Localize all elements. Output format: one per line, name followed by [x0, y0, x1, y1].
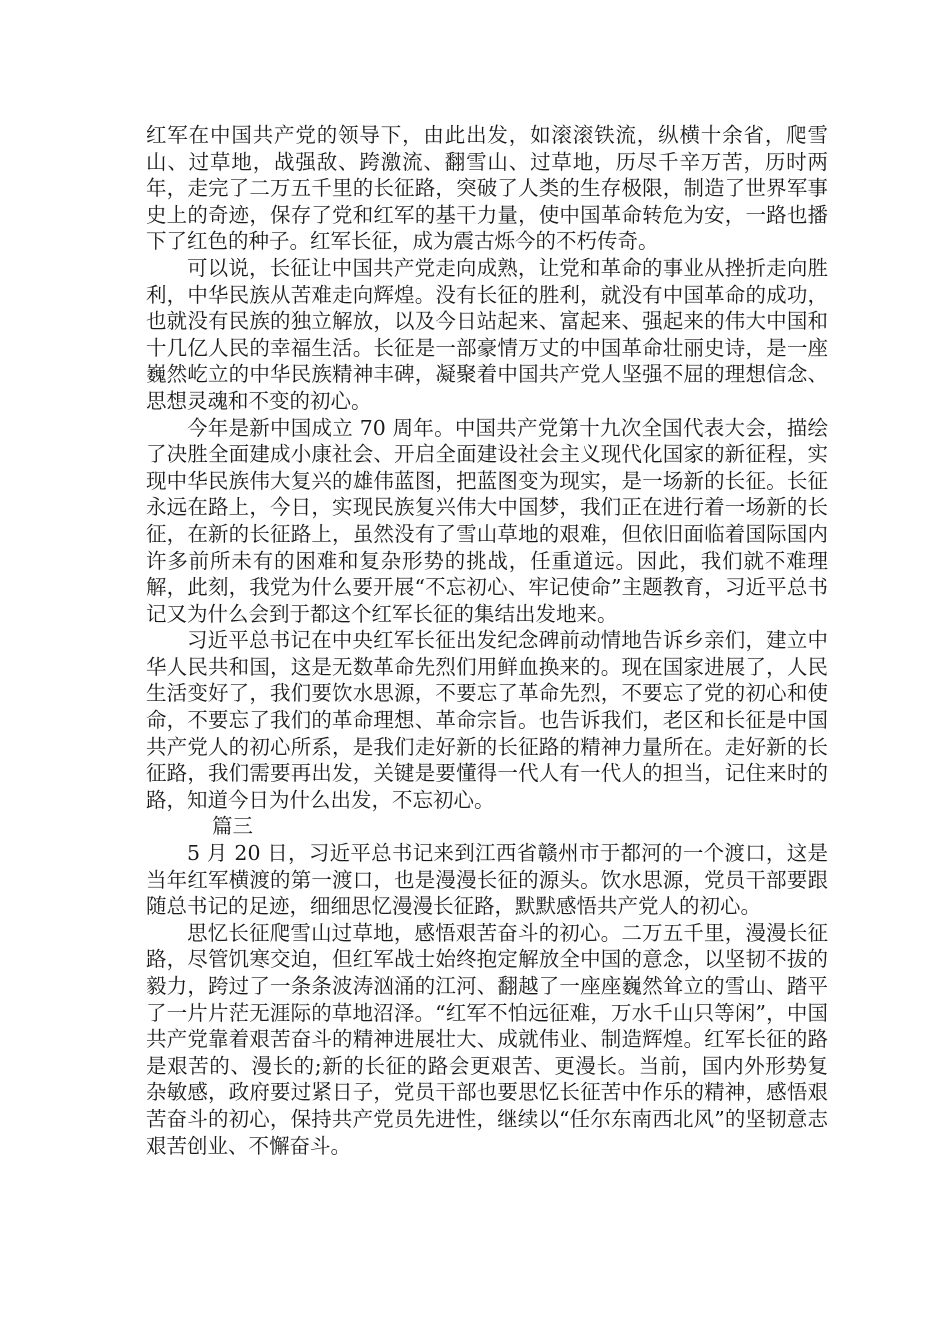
paragraph-long-march-significance: 可以说，长征让中国共产党走向成熟，让党和革命的事业从挫折走向胜利，中华民族从苦难走向辉煌。没有长征的胜利，就没有中国革命的成功，也就没有民族的独立解放，以及今日站起来、富起来、强起来的伟大中国和十几亿人民的幸福生活。长征是一部豪情万丈的中国革命壮丽史诗，是一座巍然屹立的中华民族精神丰碑，凝聚着中国共产党人坚强不屈的理想信念、思想灵魂和不变的初心。 — [146, 255, 828, 413]
paragraph-hard-struggle: 思忆长征爬雪山过草地，感悟艰苦奋斗的初心。二万五千里，漫漫长征路，尽管饥寒交迫，但红军战士始终抱定解放全中国的意念，以坚韧不拔的毅力，跨过了一条条波涛汹涌的江河、翻越了一座座巍然耸立的雪山、踏平了一片片茫无涯际的草地沼泽。“红军不怕远征难，万水千山只等闲”，中国共产党靠着艰苦奋斗的精神进展壮大、成就伟业、制造辉煌。红军长征的路是艰苦的、漫长的;新的长征的路会更艰苦、更漫长。当前，国内外形势复杂敏感，政府要过紧日子，党员干部也要思忆长征苦中作乐的精神，感悟艰苦奋斗的初心，保持共产党员先进性，继续以“任尔东南西北风”的坚韧意志艰苦创业、不懈奋斗。 — [146, 920, 828, 1158]
paragraph-general-secretary-remarks: 习近平总书记在中央红军长征出发纪念碑前动情地告诉乡亲们，建立中华人民共和国，这是无数革命先烈们用鲜血换来的。现在国家进展了，人民生活变好了，我们要饮水思源，不要忘了革命先烈，不要忘了党的初心和使命，不要忘了我们的革命理想、革命宗旨。也告诉我们，老区和长征是中国共产党人的初心所系，是我们走好新的长征路的精神力量所在。走好新的长征路，我们需要再出发，关键是要懂得一代人有一代人的担当，记住来时的路，知道今日为什么出发，不忘初心。 — [146, 628, 828, 812]
paragraph-may-20-visit: 5 月 20 日，习近平总书记来到江西省赣州市于都河的一个渡口，这是当年红军横渡的第一渡口，也是漫漫长征的源头。饮水思源，党员干部要跟随总书记的足迹，细细思忆漫漫长征路，默默感悟共产党人的初心。 — [146, 841, 828, 919]
section-heading: 篇三 — [212, 814, 253, 839]
paragraph-new-long-march: 今年是新中国成立 70 周年。中国共产党第十九次全国代表大会，描绘了决胜全面建成小康社会、开启全面建设社会主义现代化国家的新征程，实现中华民族伟大复兴的雄伟蓝图，把蓝图变为现实，是一场新的长征。长征永远在路上，今日，实现民族复兴伟大中国梦，我们正在进行着一场新的长征，在新的长征路上，虽然没有了雪山草地的艰难，但依旧面临着国际国内许多前所未有的困难和复杂形势的挑战，任重道远。因此，我们就不难理解，此刻，我党为什么要开展“不忘初心、牢记使命”主题教育，习近平总书记又为什么会到于都这个红军长征的集结出发地来。 — [146, 415, 828, 626]
paragraph-continuation: 红军在中国共产党的领导下，由此出发，如滚滚铁流，纵横十余省，爬雪山、过草地，战强敌、跨激流、翻雪山、过草地，历尽千辛万苦，历时两年，走完了二万五千里的长征路，突破了人类的生存极限，制造了世界军事史上的奇迹，保存了党和红军的基干力量，使中国革命转危为安，一路也播下了红色的种子。红军长征，成为震古烁今的不朽传奇。 — [146, 123, 828, 254]
document-body — [146, 122, 828, 1159]
